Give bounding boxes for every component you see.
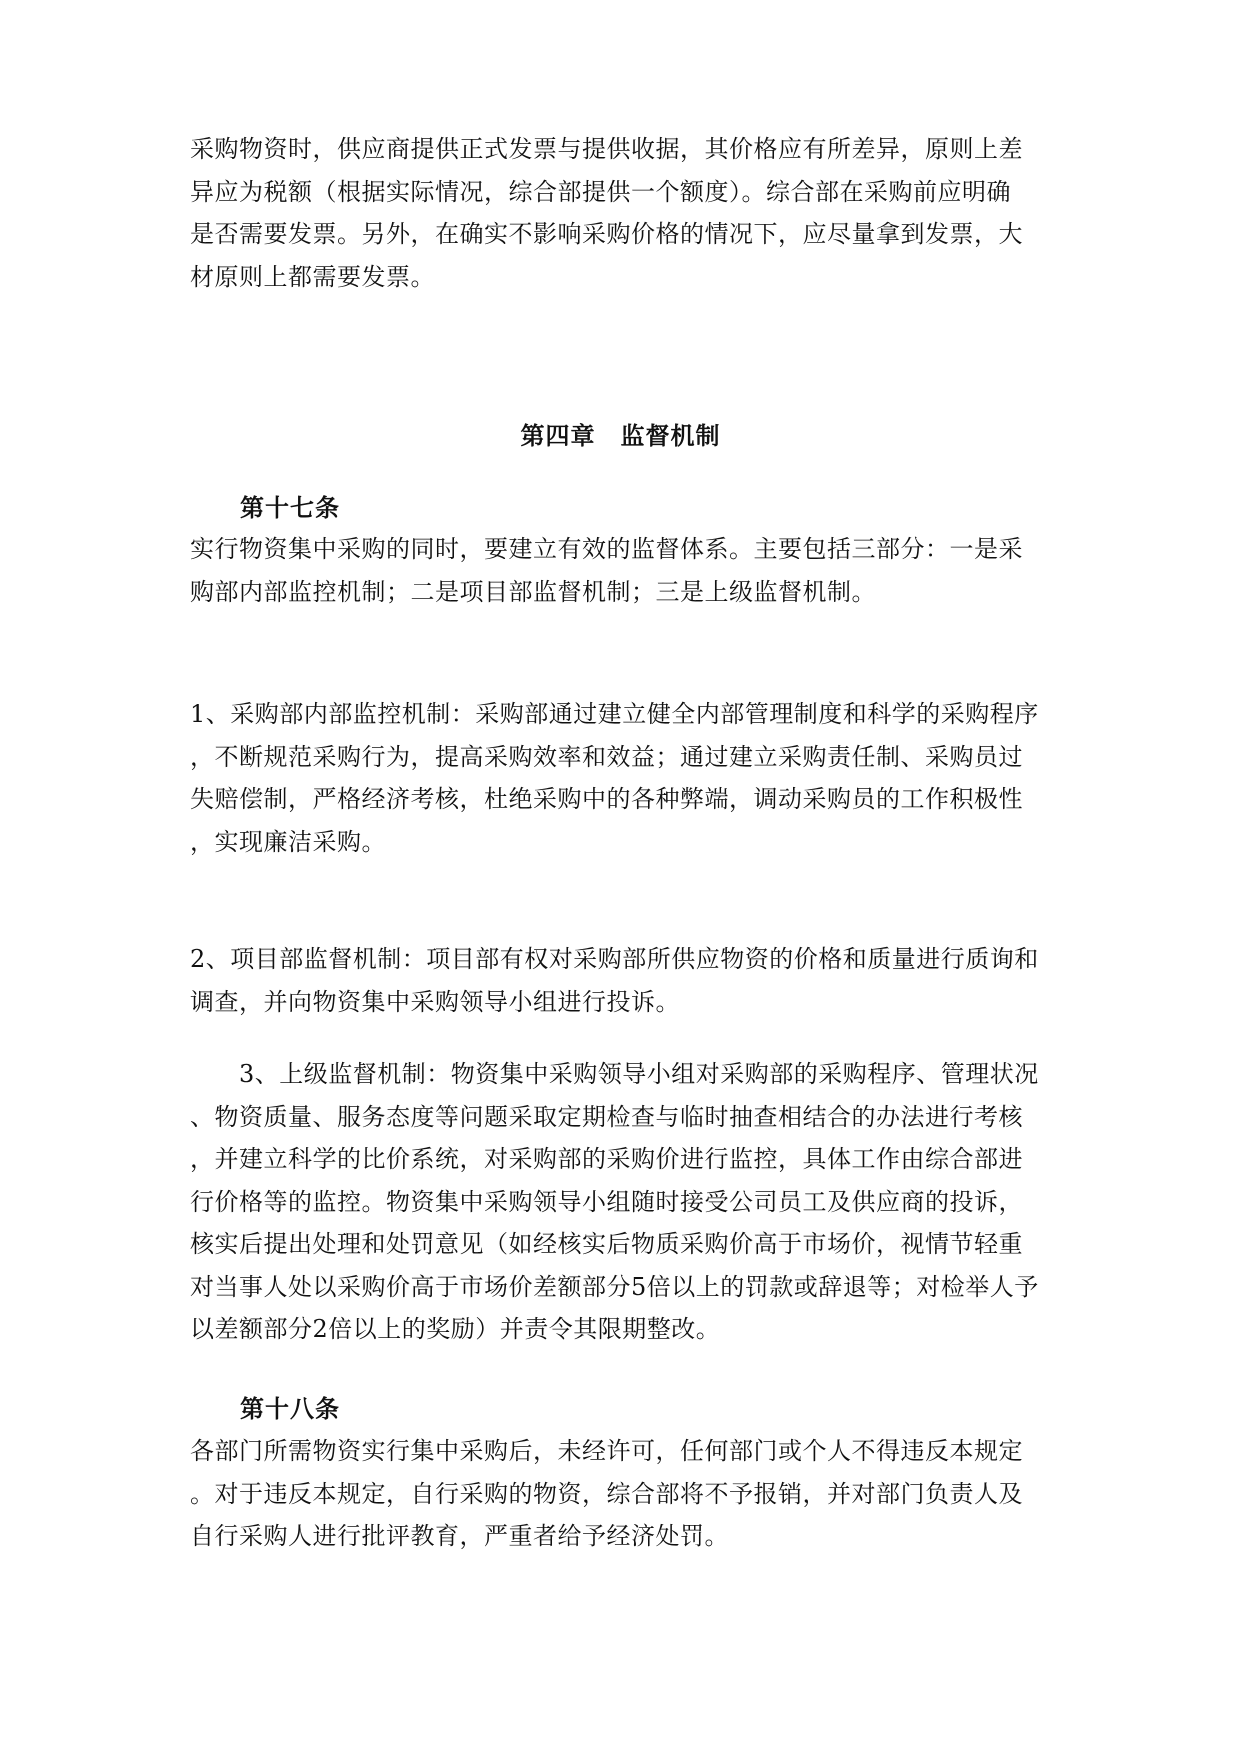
article-17-title: 第十七条 — [240, 493, 340, 522]
paragraph-line: 2、项目部监督机制：项目部有权对采购部所供应物资的价格和质量进行质询和 — [190, 945, 1039, 973]
paragraph-line: 3、上级监督机制：物资集中采购领导小组对采购部的采购程序、管理状况 — [190, 1060, 1039, 1088]
paragraph-line: 调查，并向物资集中采购领导小组进行投诉。 — [190, 987, 680, 1016]
article-18-body — [190, 1430, 1060, 1558]
paragraph-line: 材原则上都需要发票。 — [190, 262, 435, 291]
paragraph-line: 购部内部监控机制；二是项目部监督机制；三是上级监督机制。 — [190, 577, 876, 606]
paragraph-line: ，并建立科学的比价系统，对采购部的采购价进行监控，具体工作由综合部进 — [190, 1145, 1023, 1173]
paragraph-line: 实行物资集中采购的同时，要建立有效的监督体系。主要包括三部分：一是采 — [190, 535, 1023, 563]
article-17-body — [190, 528, 1060, 613]
article-18-title: 第十八条 — [240, 1394, 340, 1423]
paragraph-line: 。对于违反本规定，自行采购的物资，综合部将不予报销，并对部门负责人及 — [190, 1479, 1023, 1508]
paragraph-line: ，不断规范采购行为，提高采购效率和效益；通过建立采购责任制、采购员过 — [190, 742, 1023, 771]
paragraph-line: 失赔偿制，严格经济考核，杜绝采购中的各种弊端，调动采购员的工作积极性 — [190, 785, 1023, 813]
paragraph-line: 各部门所需物资实行集中采购后，未经许可，任何部门或个人不得违反本规定 — [190, 1437, 1023, 1465]
item-1-paragraph — [190, 693, 1060, 863]
paragraph-line: 自行采购人进行批评教育，严重者给予经济处罚。 — [190, 1522, 729, 1550]
paragraph-line: 对当事人处以采购价高于市场价差额部分5倍以上的罚款或辞退等；对检举人予 — [190, 1272, 1039, 1301]
paragraph-line: 、物资质量、服务态度等问题采取定期检查与临时抽查相结合的办法进行考核 — [190, 1102, 1023, 1131]
chapter-title: 第四章 监督机制 — [520, 421, 721, 450]
paragraph-line: 核实后提出处理和处罚意见（如经核实后物质采购价高于市场价，视情节轻重 — [190, 1230, 1023, 1258]
intro-paragraph — [190, 128, 1060, 298]
paragraph-line: 是否需要发票。另外，在确实不影响采购价格的情况下，应尽量拿到发票，大 — [190, 220, 1023, 248]
item-3-paragraph — [190, 1053, 1060, 1351]
paragraph-line: 行价格等的监控。物资集中采购领导小组随时接受公司员工及供应商的投诉， — [190, 1187, 1023, 1216]
paragraph-line: ，实现廉洁采购。 — [190, 827, 386, 856]
paragraph-line: 1、采购部内部监控机制：采购部通过建立健全内部管理制度和科学的采购程序 — [190, 700, 1039, 728]
paragraph-line: 异应为税额（根据实际情况，综合部提供一个额度）。综合部在采购前应明确 — [190, 177, 1011, 206]
paragraph-line: 采购物资时，供应商提供正式发票与提供收据，其价格应有所差异，原则上差 — [190, 135, 1023, 163]
item-2-paragraph — [190, 938, 1060, 1023]
paragraph-line: 以差额部分2倍以上的奖励）并责令其限期整改。 — [190, 1315, 721, 1343]
